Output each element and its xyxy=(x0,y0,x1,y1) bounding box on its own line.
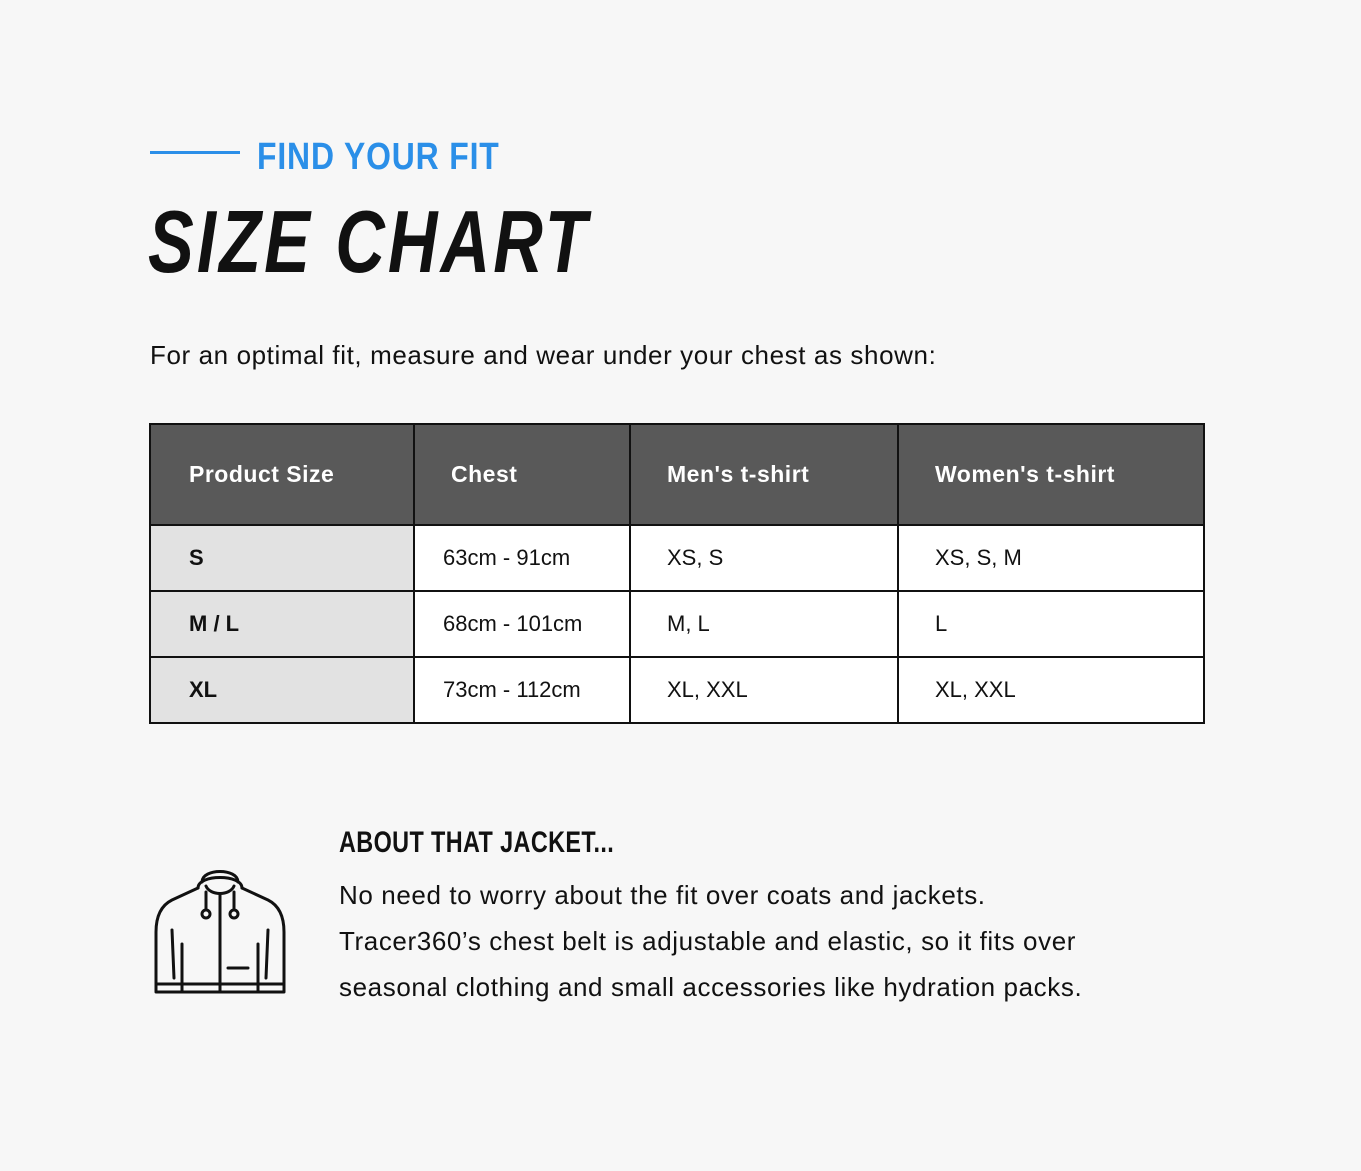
chest-cell: 73cm - 112cm xyxy=(414,657,630,723)
chest-cell: 68cm - 101cm xyxy=(414,591,630,657)
header-womens-tshirt: Women's t-shirt xyxy=(898,424,1204,525)
size-cell: M / L xyxy=(150,591,414,657)
page-title: SIZE CHART xyxy=(148,192,590,291)
table-header-row xyxy=(150,424,1204,525)
about-jacket-text xyxy=(339,872,1199,1010)
header-mens-tshirt: Men's t-shirt xyxy=(630,424,898,525)
womens-cell: XS, S, M xyxy=(898,525,1204,591)
about-jacket-line: Tracer360’s chest belt is adjustable and elastic, so it fits over xyxy=(339,926,1077,956)
size-cell: S xyxy=(150,525,414,591)
header-chest: Chest xyxy=(414,424,630,525)
eyebrow xyxy=(150,138,546,176)
womens-cell: XL, XXL xyxy=(898,657,1204,723)
table-row xyxy=(150,657,1204,723)
mens-cell: M, L xyxy=(630,591,898,657)
chest-cell: 63cm - 91cm xyxy=(414,525,630,591)
about-jacket-line: No need to worry about the fit over coats and jackets. xyxy=(339,880,986,910)
eyebrow-accent-line xyxy=(150,151,240,154)
jacket-icon xyxy=(150,860,290,1000)
header-product-size: Product Size xyxy=(150,424,414,525)
table-row xyxy=(150,591,1204,657)
about-jacket-line: seasonal clothing and small accessories like hydration packs. xyxy=(339,972,1083,1002)
size-cell: XL xyxy=(150,657,414,723)
about-jacket-heading: ABOUT THAT JACKET... xyxy=(339,826,615,859)
mens-cell: XS, S xyxy=(630,525,898,591)
womens-cell: L xyxy=(898,591,1204,657)
size-chart-table xyxy=(149,423,1205,724)
intro-text: For an optimal fit, measure and wear under your chest as shown: xyxy=(150,340,937,370)
table-row xyxy=(150,525,1204,591)
eyebrow-text: FIND YOUR FIT xyxy=(257,136,500,178)
mens-cell: XL, XXL xyxy=(630,657,898,723)
